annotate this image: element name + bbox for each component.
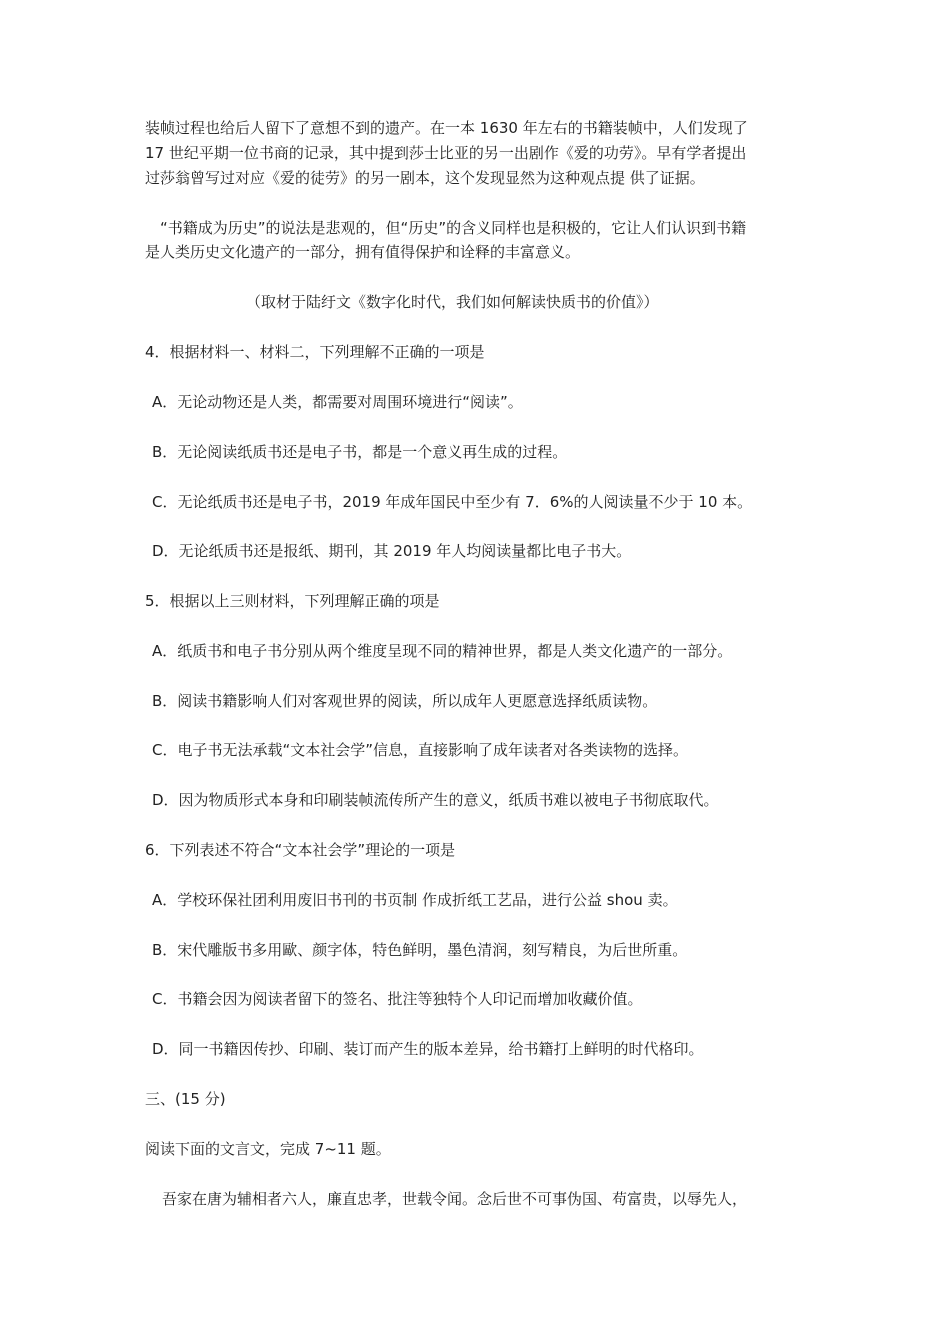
answer-option: B．宋代雕版书多用歐、颜字体，特色鲜明，墨色清润，刻写精良，为后世所重。 [152, 941, 688, 959]
question-stem: 5．根据以上三则材料，下列理解正确的项是 [145, 592, 440, 610]
answer-option: A．纸质书和电子书分别从两个维度呈现不同的精神世界，都是人类文化遗产的一部分。 [152, 642, 733, 660]
answer-option: D．无论纸质书还是报纸、期刊，其 2019 年人均阅读量都比电子书大。 [152, 542, 632, 560]
answer-option: D．因为物质形式本身和印刷装帧流传所产生的意义，纸质书难以被电子书彻底取代。 [152, 791, 719, 809]
closing-paragraph-line: 是人类历史文化遗产的一部分，拥有值得保护和诠释的丰富意义。 [145, 243, 581, 261]
passage-line: 过莎翁曾写过对应《爱的徒劳》的另一剧本，这个发现显然为这种观点提 供了证据。 [145, 169, 705, 187]
question-stem: 6．下列表述不符合“文本社会学”理论的一项是 [145, 841, 456, 859]
answer-option: B．阅读书籍影响人们对客观世界的阅读，所以成年人更愿意选择纸质读物。 [152, 692, 658, 710]
section-instruction: 阅读下面的文言文，完成 7~11 题。 [145, 1140, 391, 1158]
source-note: （取材于陆纡文《数字化时代，我们如何解读快质书的价值》） [246, 293, 659, 311]
closing-paragraph-line: “书籍成为历史”的说法是悲观的，但“历史”的含义同样也是积极的，它让人们认识到书籍 [160, 219, 747, 237]
passage-line: 17 世纪平期一位书商的记录，其中提到莎士比亚的另一出剧作《爱的功劳》。早有学者提出 [145, 144, 747, 162]
answer-option: B．无论阅读纸质书还是电子书，都是一个意义再生成的过程。 [152, 443, 568, 461]
question-stem: 4．根据材料一、材料二，下列理解不正确的一项是 [145, 343, 485, 361]
answer-option: D．同一书籍因传抄、印刷、装订而产生的版本差异，给书籍打上鲜明的时代格印。 [152, 1040, 704, 1058]
passage-line: 装帧过程也给后人留下了意想不到的遗产。在一本 1630 年左右的书籍装帧中，人们发现了 [145, 119, 748, 137]
answer-option: C．书籍会因为阅读者留下的签名、批注等独特个人印记而增加收藏价值。 [152, 990, 643, 1008]
answer-option: C．无论纸质书还是电子书，2019 年成年国民中至少有 7．6%的人阅读量不少于 10 本。 [152, 493, 753, 511]
answer-option: A．学校环保社团利用废旧书刊的书页制 作成折纸工艺品，进行公益 shou 卖。 [152, 891, 678, 909]
section-heading: 三、(15 分) [145, 1090, 226, 1108]
answer-option: A．无论动物还是人类，都需要对周围环境进行“阅读”。 [152, 393, 523, 411]
answer-option: C．电子书无法承载“文本社会学”信息，直接影响了成年读者对各类读物的选择。 [152, 741, 689, 759]
classical-text-line: 吾家在唐为辅相者六人，廉直忠孝，世载令闻。念后世不可事伪国、苟富贵，以辱先人， [162, 1190, 748, 1208]
